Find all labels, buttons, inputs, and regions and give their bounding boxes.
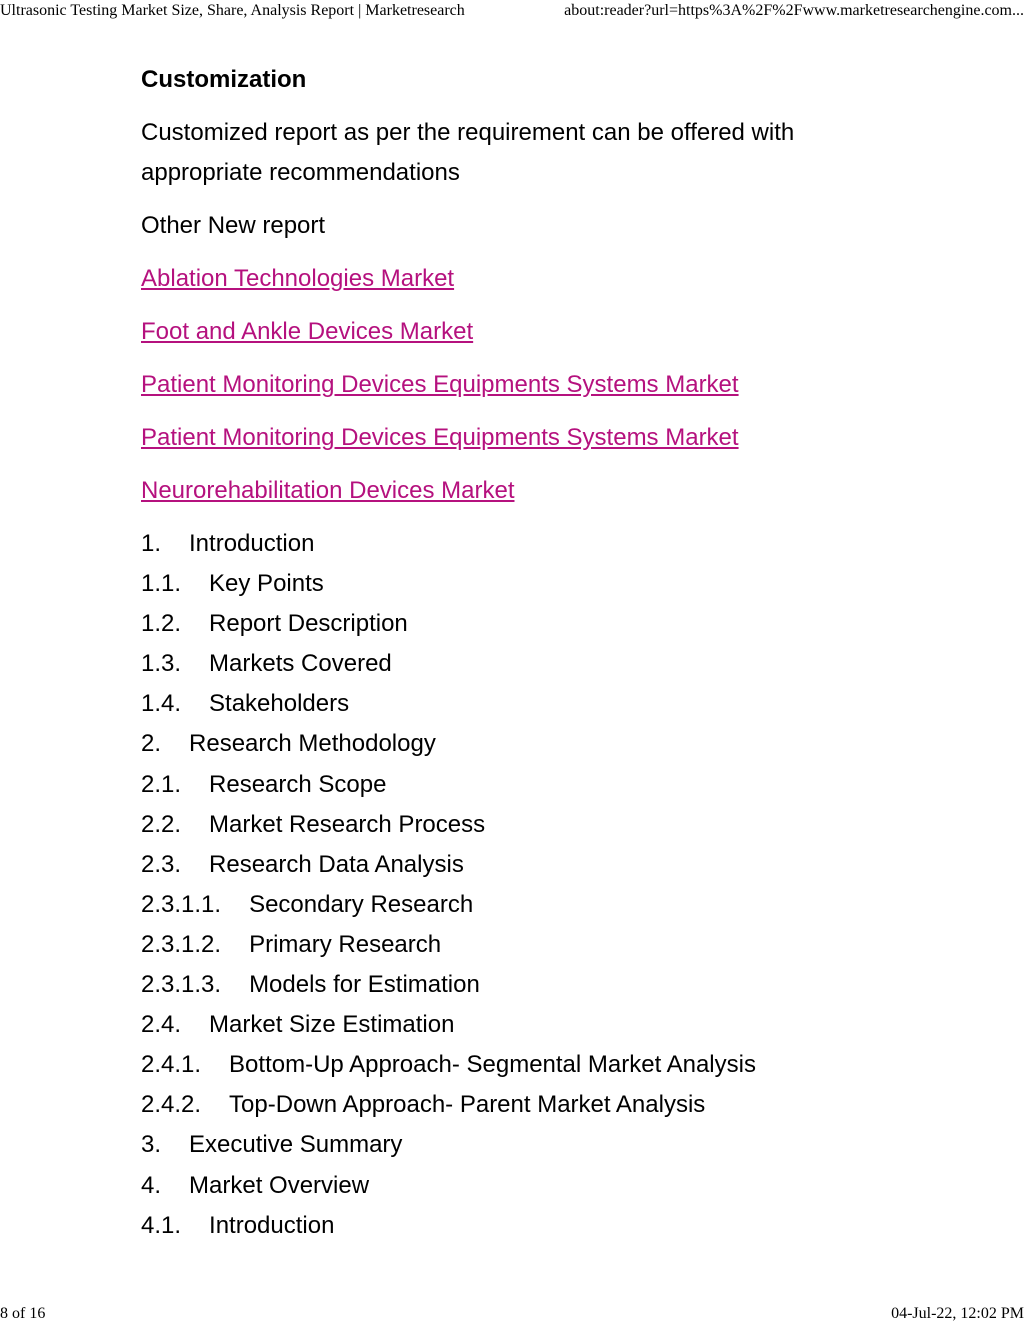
- toc-text: Markets Covered: [209, 650, 392, 678]
- toc-number: 2.3.: [141, 850, 182, 878]
- page-counter: 8 of 16: [0, 1305, 46, 1322]
- related-report-item: [141, 312, 901, 352]
- toc-item: [141, 1125, 901, 1165]
- section-heading: Customization: [141, 66, 307, 93]
- toc-item: [141, 1045, 901, 1085]
- toc-number: 1.: [141, 530, 162, 557]
- toc-item: [141, 604, 901, 644]
- print-page-title: Ultrasonic Testing Market Size, Share, Analysis Report | Marketresearch: [0, 2, 465, 19]
- toc-item: [141, 1206, 901, 1246]
- related-report-item: [141, 471, 901, 511]
- toc-item: [141, 564, 901, 604]
- toc-number: 2.3.1.3.: [141, 971, 222, 999]
- related-report-link[interactable]: Foot and Ankle Devices Market: [141, 318, 474, 345]
- toc-number: 2.4.1.: [141, 1051, 202, 1079]
- toc-item: [141, 765, 901, 805]
- toc-item: [141, 644, 901, 684]
- other-reports-label: Other New report: [141, 212, 326, 239]
- toc-item: [141, 1085, 901, 1125]
- toc-item: [141, 524, 901, 564]
- toc-number: 2.3.1.2.: [141, 930, 222, 958]
- toc-item: [141, 1005, 901, 1045]
- related-report-link[interactable]: Neurorehabilitation Devices Market: [141, 477, 515, 504]
- related-report-item: [141, 365, 901, 405]
- toc-item: [141, 845, 901, 885]
- toc-text: Report Description: [209, 610, 408, 638]
- toc-number: 2.3.1.1.: [141, 890, 222, 918]
- toc-item: [141, 885, 901, 925]
- toc-text: Bottom-Up Approach- Segmental Market Analysis: [229, 1051, 756, 1079]
- toc-text: Introduction: [189, 530, 315, 557]
- related-report-link[interactable]: Patient Monitoring Devices Equipments Systems Market: [141, 371, 739, 398]
- toc-number: 1.4.: [141, 690, 182, 718]
- toc-text: Models for Estimation: [249, 971, 480, 999]
- toc-text: Introduction: [209, 1211, 335, 1239]
- table-of-contents: [141, 524, 901, 1246]
- related-report-item: [141, 259, 901, 299]
- toc-number: 1.2.: [141, 610, 182, 638]
- toc-text: Executive Summary: [189, 1131, 403, 1159]
- toc-text: Secondary Research: [249, 890, 474, 918]
- related-report-link[interactable]: Patient Monitoring Devices Equipments Systems Market: [141, 424, 739, 451]
- related-report-item: [141, 418, 901, 458]
- toc-number: 3.: [141, 1131, 162, 1159]
- toc-number: 4.: [141, 1171, 162, 1199]
- toc-text: Research Data Analysis: [209, 850, 464, 878]
- toc-number: 2.4.2.: [141, 1091, 202, 1119]
- toc-text: Stakeholders: [209, 690, 350, 718]
- toc-item: [141, 1166, 901, 1206]
- toc-text: Research Scope: [209, 770, 387, 798]
- toc-item: [141, 965, 901, 1005]
- toc-text: Key Points: [209, 570, 324, 598]
- article-content: [141, 60, 901, 1246]
- toc-number: 1.1.: [141, 570, 182, 598]
- toc-number: 4.1.: [141, 1211, 182, 1239]
- toc-text: Market Size Estimation: [209, 1011, 455, 1039]
- toc-text: Top-Down Approach- Parent Market Analysis: [229, 1091, 706, 1119]
- toc-text: Research Methodology: [189, 730, 436, 758]
- toc-item: [141, 805, 901, 845]
- toc-number: 2.4.: [141, 1011, 182, 1039]
- toc-item: [141, 724, 901, 764]
- toc-number: 2.2.: [141, 810, 182, 838]
- toc-number: 2.1.: [141, 770, 182, 798]
- print-datetime: 04-Jul-22, 12:02 PM: [891, 1305, 1024, 1322]
- toc-text: Primary Research: [249, 930, 442, 958]
- toc-item: [141, 925, 901, 965]
- toc-number: 2.: [141, 730, 162, 758]
- toc-number: 1.3.: [141, 650, 182, 678]
- print-url: about:reader?url=https%3A%2F%2Fwww.marketresearchengine.com...: [564, 2, 1024, 19]
- related-report-link[interactable]: Ablation Technologies Market: [141, 265, 455, 292]
- toc-text: Market Research Process: [209, 810, 486, 838]
- toc-text: Market Overview: [189, 1171, 370, 1199]
- customization-paragraph: Customized report as per the requirement can be offered with appropriate recommendations: [141, 119, 795, 186]
- toc-item: [141, 684, 901, 724]
